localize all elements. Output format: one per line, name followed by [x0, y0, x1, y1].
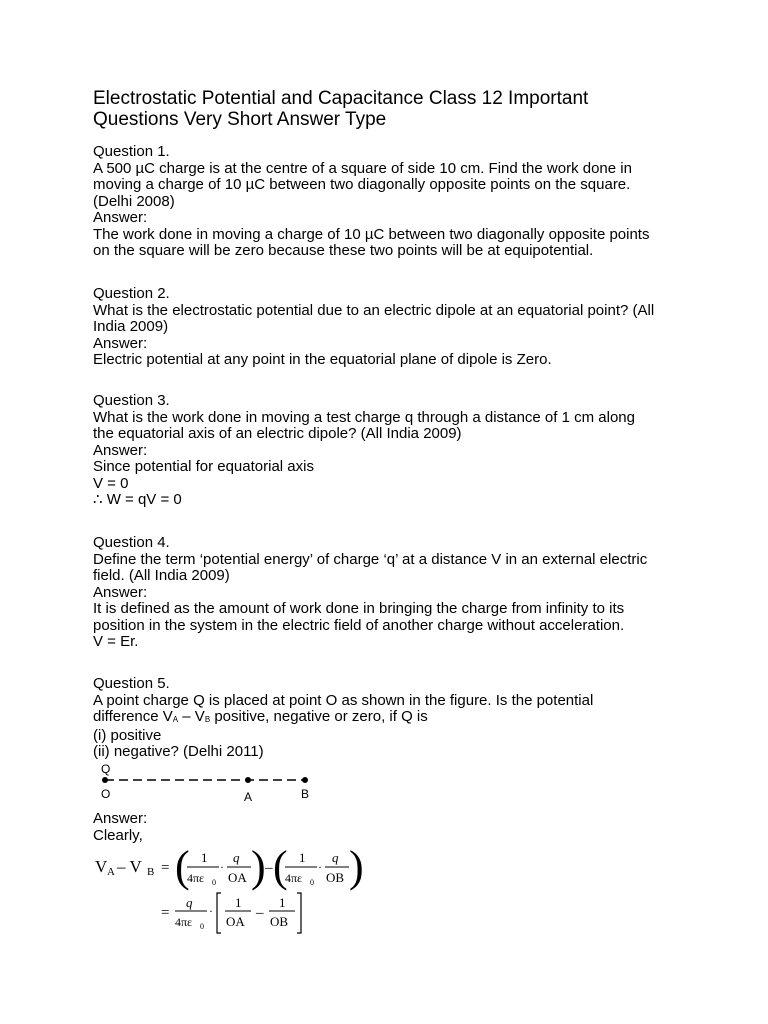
- question-text: field. (All India 2009): [93, 567, 230, 584]
- formula-sub-zero: 0: [200, 922, 204, 931]
- question-text: A 500 µC charge is at the centre of a square of side 10 cm. Find the work done in: [93, 159, 632, 177]
- formula-q: q: [233, 850, 240, 865]
- formula-oa: OA: [226, 914, 245, 929]
- option-text: (ii) negative? (Delhi 2011): [93, 743, 264, 760]
- question-heading: Question 5.: [93, 675, 170, 692]
- question-heading: Question 2.: [93, 285, 170, 302]
- answer-text: Clearly,: [93, 826, 143, 844]
- answer-label: Answer:: [93, 810, 148, 827]
- charge-line-svg: [93, 763, 333, 805]
- question-text: A point charge Q is placed at point O as shown in the figure. Is the potential: [93, 691, 594, 709]
- formula-ob: OB: [326, 870, 345, 885]
- formula-q: q: [186, 895, 193, 910]
- question-5: [93, 676, 683, 761]
- formula-q: q: [332, 850, 339, 865]
- page-title: [93, 88, 693, 130]
- answer-label: Answer:: [93, 209, 148, 226]
- answer-text: V = Er.: [93, 633, 139, 650]
- title-line-1: Electrostatic Potential and Capacitance Class 12 Important: [93, 88, 589, 109]
- formula-equals: =: [161, 905, 170, 921]
- formula-minus-v: – V: [117, 857, 142, 876]
- answer-text: ∴ W = qV = 0: [93, 491, 182, 508]
- point-a-dot: [245, 777, 251, 783]
- answer-text: position in the system in the electric field of another charge without acceleration.: [93, 616, 625, 634]
- question-heading: Question 4.: [93, 534, 170, 551]
- formula-one: 1: [299, 850, 306, 865]
- question-1: [93, 144, 683, 260]
- answer-text: on the square will be zero because these two points will be at equipotential.: [93, 242, 594, 259]
- formula-minus: –: [265, 860, 273, 876]
- answer-text: It is defined as the amount of work done in bringing the charge from infinity to its: [93, 600, 625, 617]
- formula-sub-a: A: [107, 866, 115, 878]
- question-5-answer: [93, 811, 683, 844]
- question-source: (Delhi 2008): [93, 192, 175, 210]
- question-text: difference $V_A - V_B$ positive, negative or zero, if Q is: [93, 708, 428, 725]
- formula-sub-zero: 0: [212, 878, 216, 887]
- label-q: Q: [101, 762, 111, 776]
- paren-open: (: [273, 845, 288, 891]
- answer-text: V = 0: [93, 474, 129, 492]
- label-a: A: [244, 790, 253, 804]
- question-2: [93, 286, 683, 369]
- formula-4pie: 4πε: [285, 871, 303, 885]
- point-b-dot: [302, 777, 308, 783]
- formula-equals: =: [161, 860, 170, 876]
- paren-open: (: [175, 845, 190, 891]
- bracket-close: [297, 893, 301, 933]
- point-o-dot: [102, 777, 108, 783]
- question-text: What is the work done in moving a test charge q through a distance of 1 cm along: [93, 408, 635, 426]
- answer-label: Answer:: [93, 334, 148, 352]
- formula-4pie: 4πε: [187, 871, 205, 885]
- charge-line-figure: [93, 763, 333, 805]
- question-4: [93, 535, 683, 651]
- formula-sub-b: B: [147, 866, 155, 878]
- formula-minus: –: [256, 905, 264, 921]
- formula-ob: OB: [270, 914, 289, 929]
- formula-4pie: 4πε: [175, 915, 193, 929]
- question-3: [93, 393, 683, 509]
- formula-v: V: [95, 857, 108, 876]
- answer-label: Answer:: [93, 583, 148, 601]
- answer-text: Electric potential at any point in the equatorial plane of dipole is Zero.: [93, 351, 552, 368]
- formula-one: 1: [201, 850, 208, 865]
- paren-close: ): [349, 845, 364, 891]
- formula-dot: ·: [220, 860, 224, 874]
- label-o: O: [101, 787, 111, 801]
- formula-oa: OA: [228, 870, 247, 885]
- question-text: moving a charge of 10 µC between two diagonally opposite points on the square.: [93, 176, 631, 193]
- answer-text: Since potential for equatorial axis: [93, 458, 314, 475]
- formula-one: 1: [279, 895, 286, 910]
- question-heading: Question 3.: [93, 392, 170, 409]
- question-text: the equatorial axis of an electric dipole? (All India 2009): [93, 425, 462, 442]
- question-text: India 2009): [93, 318, 169, 335]
- paren-close: ): [251, 845, 266, 891]
- title-line-2: Questions Very Short Answer Type: [93, 109, 387, 130]
- option-text: (i) positive: [93, 726, 162, 744]
- question-heading: Question 1.: [93, 143, 170, 160]
- formula-one: 1: [235, 895, 242, 910]
- potential-difference-formula: [93, 845, 373, 935]
- formula-sub-zero: 0: [310, 878, 314, 887]
- question-text: What is the electrostatic potential due to an electric dipole at an equatorial point? (All: [93, 301, 655, 319]
- question-text: Define the term ‘potential energy’ of charge ‘q’ at a distance V in an external electric: [93, 550, 648, 568]
- formula-dot: ·: [318, 860, 322, 874]
- answer-label: Answer:: [93, 441, 148, 459]
- answer-text: The work done in moving a charge of 10 µC between two diagonally opposite points: [93, 225, 650, 243]
- label-b: B: [301, 787, 310, 801]
- formula-dot: ·: [209, 904, 213, 918]
- bracket-open: [217, 893, 221, 933]
